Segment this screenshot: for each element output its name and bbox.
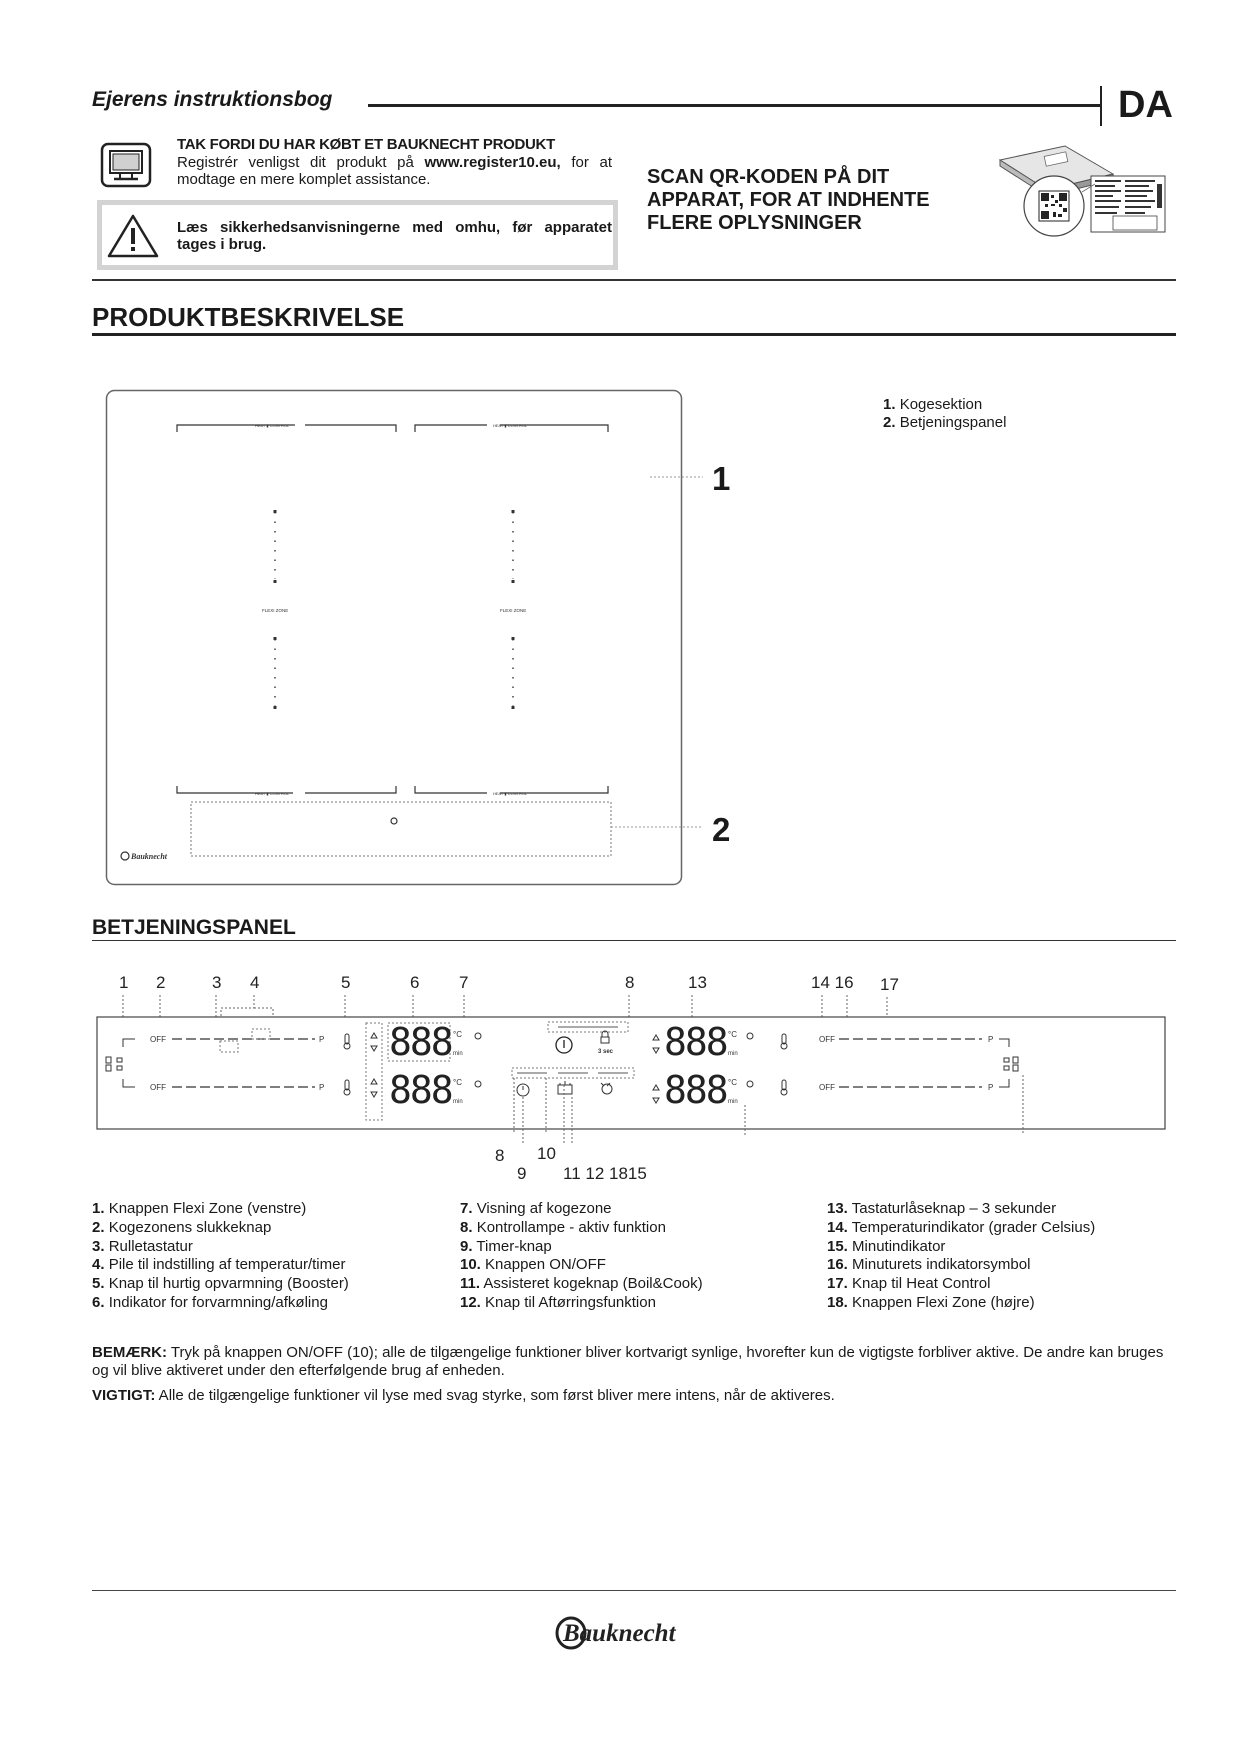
callout-number: 2 [156, 973, 166, 992]
appliance-qr-label-illustration [995, 140, 1175, 262]
note-paragraph: BEMÆRK: Tryk på knappen ON/OFF (10); alle de tilgængelige funktioner bliver kortvarigt synlige, hvorefter kun de vigtigste forbliver aktive. De andre kan bruges og vil blive aktiveret under den efterfølgende brug af enheden. [92, 1344, 1164, 1379]
product-legend [883, 396, 1006, 432]
flexi-zone-label-right: FLEXI ZONE [500, 608, 527, 613]
product-description-heading: PRODUKTBESKRIVELSE [92, 302, 405, 332]
registration-url[interactable]: www.register10.eu, [424, 154, 561, 171]
control-panel-diagram [92, 965, 1172, 1183]
heat-control-label-tr: HEAT ▮ CONTROL [493, 423, 528, 428]
callout-number: 6 [410, 973, 420, 992]
legend-item: 17. Knap til Heat Control [827, 1275, 991, 1293]
celsius-label: °C [453, 1078, 462, 1087]
heat-control-label-br: HEAT ▮ CONTROL [493, 791, 528, 796]
hob-diagram [105, 389, 687, 887]
zone-display: 888 [664, 1068, 727, 1112]
safety-warning-text: Læs sikkerhedsanvisningerne med omhu, før apparatet tages i brug. [177, 219, 612, 253]
legend-item: 4. Pile til indstilling af temperatur/timer [92, 1256, 346, 1274]
callout-number: 4 [250, 973, 260, 992]
manual-title: Ejerens instruktionsbog [92, 88, 333, 111]
important-paragraph: VIGTIGT: Alle de tilgængelige funktioner vil lyse med svag styrke, som først bliver mere intens, når de aktiveres. [92, 1387, 835, 1404]
callout-number: 1 [119, 973, 129, 992]
panel-legend-col2 [460, 1200, 703, 1313]
header-rule [368, 104, 1100, 107]
callout-number: 10 [537, 1144, 556, 1163]
zone-display: 888 [389, 1068, 452, 1112]
legend-item: 18. Knappen Flexi Zone (højre) [827, 1293, 1035, 1311]
callout-number: 11 12 1815 [563, 1164, 647, 1183]
zone-display: 888 [389, 1020, 452, 1064]
bauknecht-logo [555, 1612, 705, 1652]
legend-item: 6. Indikator for forvarmning/afkøling [92, 1293, 328, 1311]
legend-item: 5. Knap til hurtig opvarmning (Booster) [92, 1275, 349, 1293]
section-separator [92, 279, 1176, 281]
registration-title: TAK FORDI DU HAR KØBT ET BAUKNECHT PRODUKT [177, 136, 555, 153]
legend-item: 14. Temperaturindikator (grader Celsius) [827, 1218, 1096, 1236]
legend-item: 11. Assisteret kogeknap (Boil&Cook) [460, 1275, 703, 1293]
p-label: P [988, 1083, 994, 1092]
legend-item: 7. Visning af kogezone [460, 1200, 612, 1217]
callout-2: 2 [712, 811, 731, 848]
callout-number: 14 16 [811, 973, 854, 992]
panel-legend-col3 [827, 1200, 1095, 1313]
callout-number: 9 [517, 1164, 527, 1183]
flexi-zone-label-left: FLEXI ZONE [262, 608, 289, 613]
legend-item: 1. Knappen Flexi Zone (venstre) [92, 1200, 307, 1217]
legend-item: 13. Tastaturlåseknap – 3 sekunder [827, 1200, 1057, 1217]
celsius-label: °C [728, 1078, 737, 1087]
registration-text: Registrér venligst dit produkt på www.register10.eu, for at modtage en mere komplet assistance. [177, 154, 612, 188]
legend-item: 3. Rulletastatur [92, 1237, 193, 1255]
computer-monitor-icon [100, 142, 152, 188]
off-label: OFF [150, 1035, 166, 1044]
legend-item: 10. Knappen ON/OFF [460, 1256, 606, 1274]
qr-instruction: SCAN QR-KODEN PÅ DIT APPARAT, FOR AT INDHENTE FLERE OPLYSNINGER [647, 166, 930, 234]
min-label: min [728, 1051, 738, 1057]
min-label: min [728, 1099, 738, 1105]
legend-item: 2. Kogezonens slukkeknap [92, 1218, 272, 1236]
heat-control-label-bl: HEAT ▮ CONTROL [255, 791, 290, 796]
heat-control-label-tl: HEAT ▮ CONTROL [255, 423, 290, 428]
p-label: P [319, 1083, 325, 1092]
callout-1: 1 [712, 460, 731, 497]
warning-triangle-icon [107, 213, 159, 259]
off-label: OFF [819, 1083, 835, 1092]
callout-number: 5 [341, 973, 351, 992]
lock-time-label: 3 sec [598, 1049, 614, 1055]
min-label: min [453, 1099, 463, 1105]
callout-number: 8 [495, 1146, 505, 1165]
legend-item: 15. Minutindikator [827, 1237, 946, 1255]
language-code: DA [1118, 84, 1173, 126]
header-divider [1100, 86, 1102, 126]
legend-item: 9. Timer-knap [460, 1237, 552, 1255]
callout-number: 13 [688, 973, 707, 992]
callout-number: 3 [212, 973, 222, 992]
brand-logo-text: Bauknecht [563, 1620, 676, 1647]
hob-brand-label: Bauknecht [131, 852, 168, 861]
p-label: P [319, 1035, 325, 1044]
zone-display: 888 [664, 1020, 727, 1064]
legend-item: 12. Knap til Aftørringsfunktion [460, 1293, 656, 1311]
control-panel-heading: BETJENINGSPANEL [92, 916, 296, 939]
off-label: OFF [819, 1035, 835, 1044]
legend-item: 2. Betjeningspanel [883, 414, 1007, 431]
footer-rule [92, 1590, 1176, 1591]
callout-number: 17 [880, 975, 899, 994]
off-label: OFF [150, 1083, 166, 1092]
heading-rule [92, 940, 1176, 941]
heading-rule [92, 333, 1176, 336]
callout-number: 8 [625, 973, 635, 992]
legend-item: 1. Kogesektion [883, 396, 983, 413]
callout-number: 7 [459, 973, 469, 992]
legend-item: 16. Minuturets indikatorsymbol [827, 1256, 1031, 1274]
min-label: min [453, 1051, 463, 1057]
p-label: P [988, 1035, 994, 1044]
legend-item: 8. Kontrollampe - aktiv funktion [460, 1218, 666, 1236]
celsius-label: °C [728, 1030, 737, 1039]
panel-legend-col1 [92, 1200, 349, 1313]
celsius-label: °C [453, 1030, 462, 1039]
